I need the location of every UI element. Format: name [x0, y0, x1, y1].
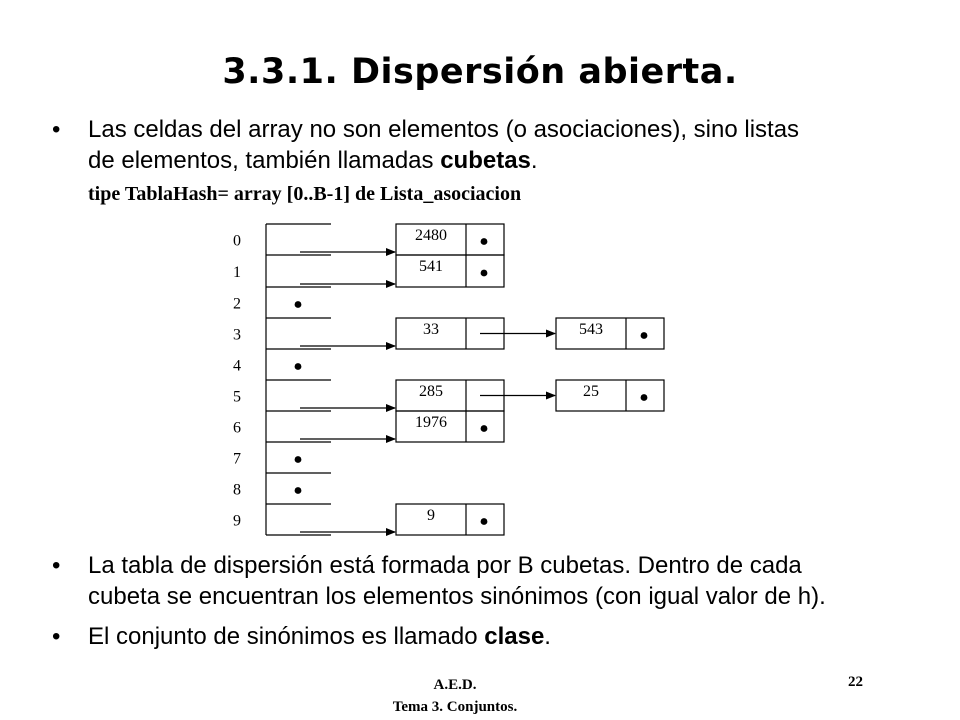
bullet-3: [52, 621, 912, 653]
list-node-value: 9: [427, 507, 435, 524]
null-pointer: [295, 487, 302, 494]
bullet-3-post: .: [544, 623, 551, 650]
list-node-value: 25: [583, 383, 599, 400]
bullet-marker: •: [52, 552, 61, 579]
table-index-label: 6: [233, 419, 241, 437]
bullet-marker: •: [52, 116, 61, 143]
list-node-value: 543: [579, 321, 603, 338]
table-index-label: 9: [233, 512, 241, 530]
null-pointer: [295, 301, 302, 308]
null-pointer: [295, 363, 302, 370]
bullet-1-line-2-post: .: [530, 147, 538, 174]
list-node: [556, 380, 664, 411]
footer-course-name: A.E.D.: [433, 677, 477, 693]
bullet-3-text: [88, 621, 551, 652]
bullet-1-keyword: cubetas: [440, 147, 531, 174]
null-pointer: [481, 518, 488, 525]
bullet-2-text: [88, 550, 826, 612]
table-index-label: 4: [233, 357, 241, 375]
list-node-value: 285: [419, 383, 443, 400]
footer-topic: Tema 3. Conjuntos.: [392, 699, 518, 715]
bullet-1-line-2-pre: de elementos, también llamadas: [88, 147, 441, 174]
list-node-value: 541: [419, 258, 443, 275]
bullet-2-line-2: cubeta se encuentran los elementos sinónimos (con igual valor de h).: [88, 583, 826, 610]
bullet-3-pre: El conjunto de sinónimos es llamado: [88, 623, 485, 650]
list-node-value: 2480: [415, 227, 447, 244]
bullet-1-line-1: Las celdas del array no son elementos (o asociaciones), sino listas: [88, 116, 800, 143]
list-node: [396, 224, 504, 255]
table-index-label: 1: [233, 264, 241, 281]
bullet-3-keyword: clase: [484, 623, 545, 650]
slide-title: 3.3.1. Dispersión abierta.: [222, 52, 738, 92]
table-index-label: 7: [233, 450, 241, 468]
footer-course: [345, 674, 565, 718]
table-index-label: 5: [233, 388, 241, 406]
type-declaration: tipe TablaHash= array [0..B-1] de Lista_asociacion: [88, 183, 522, 205]
bullet-2-line-1: La tabla de dispersión está formada por B cubetas. Dentro de cada: [88, 552, 802, 579]
null-pointer: [641, 394, 648, 401]
page-number: 22: [848, 674, 863, 690]
list-node: [556, 318, 664, 349]
null-pointer: [641, 332, 648, 339]
list-node: [396, 411, 504, 442]
list-node-value: 33: [423, 321, 439, 338]
table-index-label: 3: [233, 326, 241, 344]
table-index-label: 0: [233, 232, 241, 250]
table-index-label: 2: [233, 295, 241, 313]
null-pointer: [481, 238, 488, 245]
bullet-marker: •: [52, 623, 61, 650]
list-node: [396, 504, 504, 535]
null-pointer: [481, 425, 488, 432]
bullet-2: [52, 550, 912, 614]
null-pointer: [481, 270, 488, 277]
list-node-value: 1976: [415, 414, 447, 431]
list-node: [396, 255, 504, 287]
null-pointer: [295, 456, 302, 463]
table-index-label: 8: [233, 481, 241, 499]
